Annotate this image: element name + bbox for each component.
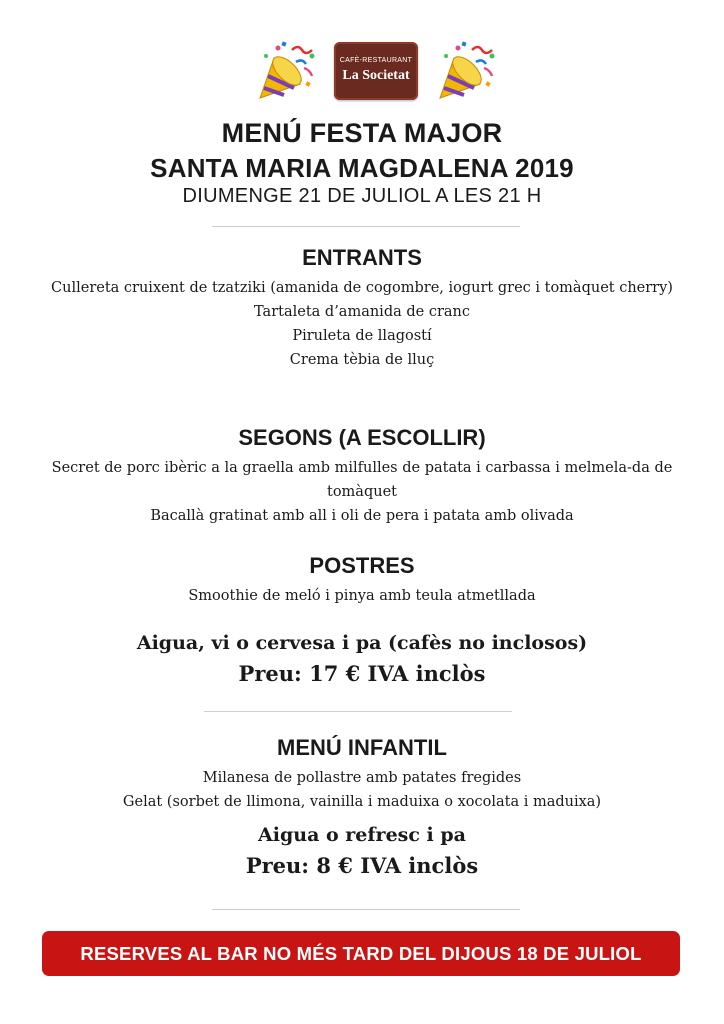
section-infantil	[0, 734, 724, 882]
logo-name: La Societat	[342, 68, 410, 83]
section-includes	[0, 628, 724, 690]
party-popper-icon	[434, 38, 500, 104]
menu-item: Tartaleta d’amanida de cranc	[254, 304, 470, 320]
menu-title: MENÚ FESTA MAJOR	[221, 118, 503, 148]
event-date: DIUMENGE 21 DE JULIOL A LES 21 H	[182, 185, 542, 207]
drinks-included: Aigua, vi o cervesa i pa (cafès no inclosos)	[136, 632, 588, 654]
event-title: SANTA MARIA MAGDALENA 2019	[150, 153, 574, 183]
kids-menu-price: Preu: 8 € IVA inclòs	[245, 853, 479, 878]
logo-subtitle: CAFÈ-RESTAURANT	[339, 57, 413, 64]
divider	[204, 711, 512, 712]
menu-item: Crema tèbia de lluç	[289, 352, 435, 368]
divider	[212, 909, 520, 910]
section-title: ENTRANTS	[302, 245, 422, 270]
reservation-banner: RESERVES AL BAR NO MÉS TARD DEL DIJOUS 18 DE JULIOL	[42, 931, 680, 976]
divider	[212, 226, 520, 227]
header	[0, 38, 724, 108]
section-entrants	[0, 244, 724, 372]
menu-item: Secret de porc ibèric a la graella amb milfulles de patata i carbassa i melmela-da de tomàquet	[51, 460, 673, 500]
section-postres	[0, 552, 724, 608]
party-popper-icon	[254, 38, 320, 104]
menu-item: Bacallà gratinat amb all i oli de pera i patata amb olivada	[150, 508, 574, 524]
menu-price: Preu: 17 € IVA inclòs	[238, 661, 486, 686]
restaurant-logo	[334, 42, 418, 100]
kids-drinks-included: Aigua o refresc i pa	[258, 824, 466, 846]
menu-item: Milanesa de pollastre amb patates fregides	[202, 770, 522, 786]
section-title: MENÚ INFANTIL	[277, 735, 447, 760]
menu-item: Smoothie de meló i pinya amb teula atmetllada	[188, 588, 536, 604]
section-title: SEGONS (A ESCOLLIR)	[238, 425, 486, 450]
menu-item: Cullereta cruixent de tzatziki (amanida de cogombre, iogurt grec i tomàquet cherry)	[51, 280, 673, 296]
section-title: POSTRES	[309, 553, 415, 578]
menu-item: Gelat (sorbet de llimona, vainilla i maduixa o xocolata i maduixa)	[122, 794, 602, 810]
section-segons	[0, 424, 724, 528]
menu-item: Piruleta de llagostí	[292, 328, 432, 344]
